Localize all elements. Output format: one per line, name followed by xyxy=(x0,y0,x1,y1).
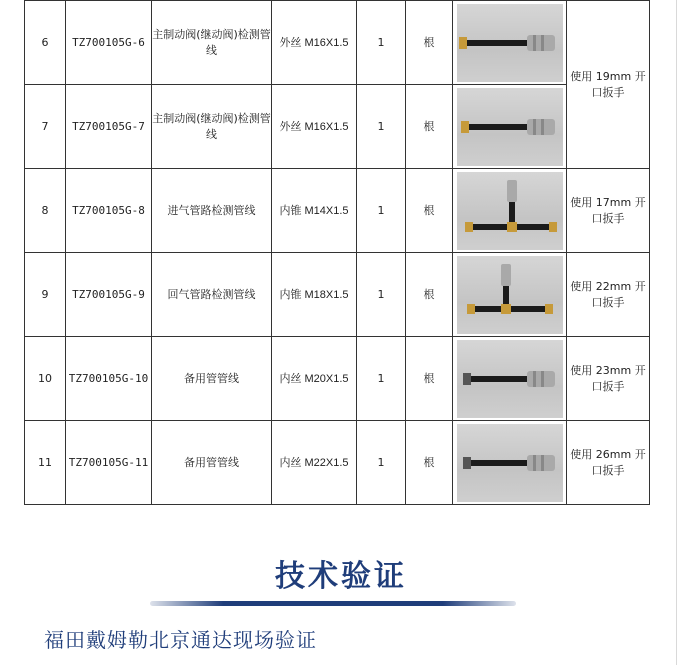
hose-straight-photo xyxy=(457,340,563,418)
section-title: 技术验证 xyxy=(275,559,407,594)
row-number: 11 xyxy=(25,421,66,505)
quantity: 1 xyxy=(357,421,406,505)
hose-straight-photo xyxy=(457,88,563,166)
quantity: 1 xyxy=(357,85,406,169)
row-number: 10 xyxy=(25,337,66,421)
note-cell: 使用 23mm 开口扳手 xyxy=(567,337,650,421)
unit: 根 xyxy=(406,337,453,421)
note-cell: 使用 26mm 开口扳手 xyxy=(567,421,650,505)
hose-tee-photo xyxy=(457,256,563,334)
part-name: 备用管管线 xyxy=(152,421,272,505)
section-subtitle: 福田戴姆勒北京通达现场验证 xyxy=(44,628,317,652)
part-name: 备用管管线 xyxy=(152,337,272,421)
table-row xyxy=(25,169,650,253)
unit: 根 xyxy=(406,1,453,85)
row-number: 6 xyxy=(25,1,66,85)
row-number: 8 xyxy=(25,169,66,253)
part-code: TZ700105G-11 xyxy=(66,421,152,505)
quantity: 1 xyxy=(357,1,406,85)
title-underline xyxy=(150,601,516,606)
table-row xyxy=(25,253,650,337)
thread-spec: 内丝 M20X1.5 xyxy=(272,337,357,421)
part-name: 回气管路检测管线 xyxy=(152,253,272,337)
thread-spec: 内锥 M18X1.5 xyxy=(272,253,357,337)
thread-spec: 外丝 M16X1.5 xyxy=(272,85,357,169)
thread-spec: 内锥 M14X1.5 xyxy=(272,169,357,253)
thread-spec: 内丝 M22X1.5 xyxy=(272,421,357,505)
part-code: TZ700105G-8 xyxy=(66,169,152,253)
hose-tee-photo xyxy=(457,172,563,250)
table-row xyxy=(25,337,650,421)
part-name: 进气管路检测管线 xyxy=(152,169,272,253)
table-row xyxy=(25,421,650,505)
unit: 根 xyxy=(406,169,453,253)
note-cell: 使用 19mm 开口扳手 xyxy=(567,1,650,169)
part-code: TZ700105G-9 xyxy=(66,253,152,337)
unit: 根 xyxy=(406,421,453,505)
part-name: 主制动阀(继动阀)检测管线 xyxy=(152,1,272,85)
hose-straight-photo xyxy=(457,424,563,502)
parts-table xyxy=(24,0,650,505)
table-row xyxy=(25,1,650,85)
hose-straight-photo xyxy=(457,4,563,82)
row-number: 7 xyxy=(25,85,66,169)
quantity: 1 xyxy=(357,337,406,421)
unit: 根 xyxy=(406,85,453,169)
part-name: 主制动阀(继动阀)检测管线 xyxy=(152,85,272,169)
row-number: 9 xyxy=(25,253,66,337)
quantity: 1 xyxy=(357,253,406,337)
table-row xyxy=(25,85,650,169)
note-cell: 使用 22mm 开口扳手 xyxy=(567,253,650,337)
unit: 根 xyxy=(406,253,453,337)
part-code: TZ700105G-10 xyxy=(66,337,152,421)
thread-spec: 外丝 M16X1.5 xyxy=(272,1,357,85)
part-code: TZ700105G-6 xyxy=(66,1,152,85)
note-cell: 使用 17mm 开口扳手 xyxy=(567,169,650,253)
quantity: 1 xyxy=(357,169,406,253)
part-code: TZ700105G-7 xyxy=(66,85,152,169)
